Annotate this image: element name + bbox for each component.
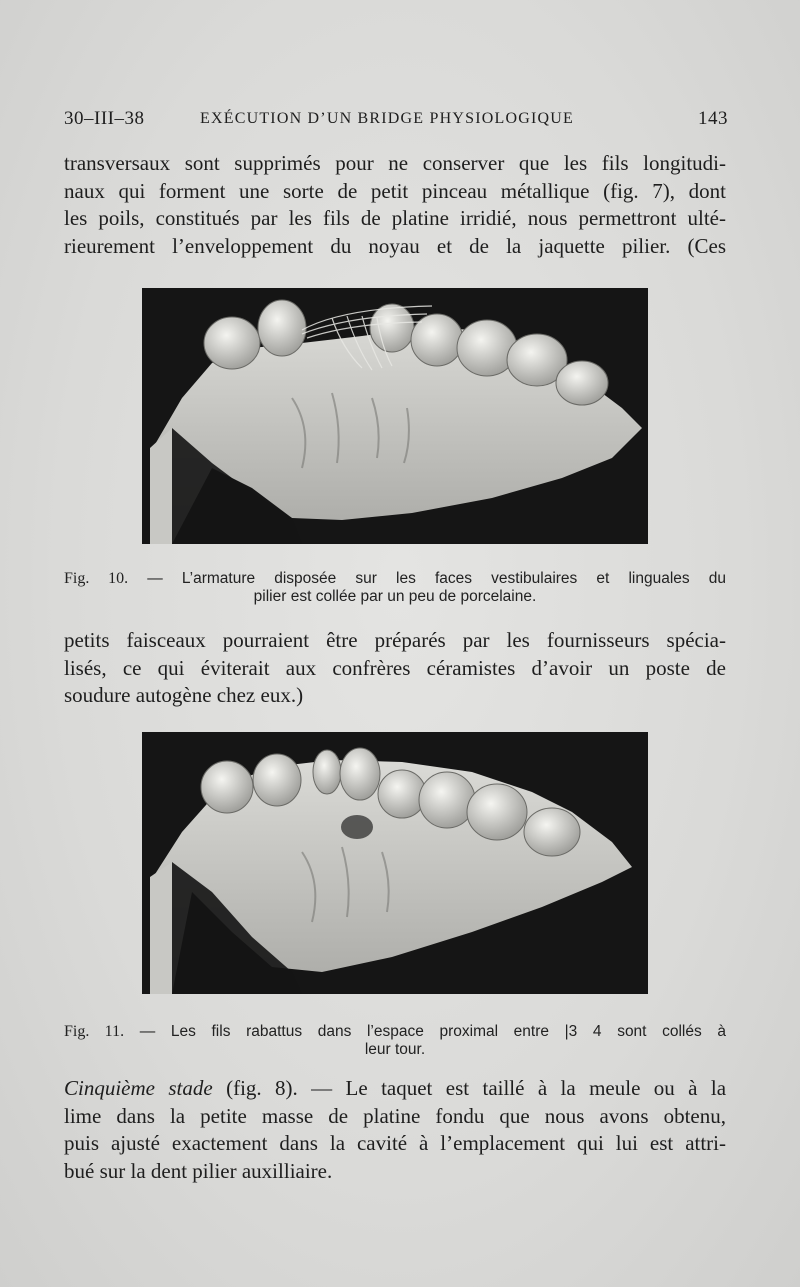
figure-label: Fig. 10. <box>64 570 129 587</box>
paragraph-1 <box>64 150 726 260</box>
caption-text: — Les fils rabattus dans l’espace proximal entre |3 4 sont collés à <box>139 1023 727 1040</box>
text-run: (fig. 8). — Le taquet est taillé à la meule ou à la <box>226 1076 727 1100</box>
caption-line: leur tour. <box>364 1041 426 1058</box>
figure-10-photo <box>142 288 648 544</box>
caption-line <box>64 1023 726 1041</box>
caption-text: — L’armature disposée sur les faces vestibulaires et linguales du <box>147 570 726 587</box>
text-line <box>64 1075 726 1103</box>
caption-line: pilier est collée par un peu de porcelaine. <box>253 588 537 605</box>
text-line: petits faisceaux pourraient être préparés par les fournisseurs spécia- <box>64 628 726 652</box>
figure-label: Fig. 11. <box>64 1023 125 1040</box>
caption-line <box>64 570 726 588</box>
figure-10-caption <box>64 570 726 606</box>
page-number: 143 <box>698 108 728 129</box>
text-line: naux qui forment une sorte de petit pinceau métallique (fig. 7), dont <box>64 178 726 203</box>
text-line: lime dans la petite masse de platine fondu que nous avons obtenu, <box>64 1103 726 1128</box>
text-line: lisés, ce qui éviterait aux confrères céramistes d’avoir un poste de <box>64 655 726 680</box>
paragraph-2 <box>64 627 726 710</box>
text-line: transversaux sont supprimés pour ne conserver que les fils longitudi- <box>64 151 726 175</box>
figure-11-caption <box>64 1023 726 1059</box>
dental-cast-image <box>142 732 648 994</box>
text-line: puis ajusté exactement dans la cavité à l’emplacement qui lui est attri- <box>64 1131 726 1155</box>
header-date: 30–III–38 <box>64 108 145 129</box>
text-line: les poils, constitués par les fils de platine irridié, nous permettront ulté- <box>64 206 726 230</box>
text-line: bué sur la dent pilier auxilliaire. <box>64 1158 333 1183</box>
header-title: EXÉCUTION D’UN BRIDGE PHYSIOLOGIQUE <box>200 110 574 127</box>
stage-heading: Cinquième stade <box>64 1076 213 1100</box>
text-line: soudure autogène chez eux.) <box>64 683 304 707</box>
text-line: rieurement l’enveloppement du noyau et de la jaquette pilier. (Ces <box>64 233 726 258</box>
running-head <box>64 108 728 132</box>
figure-11-photo <box>142 732 648 994</box>
paragraph-3 <box>64 1075 726 1185</box>
dental-cast-image <box>142 288 648 544</box>
